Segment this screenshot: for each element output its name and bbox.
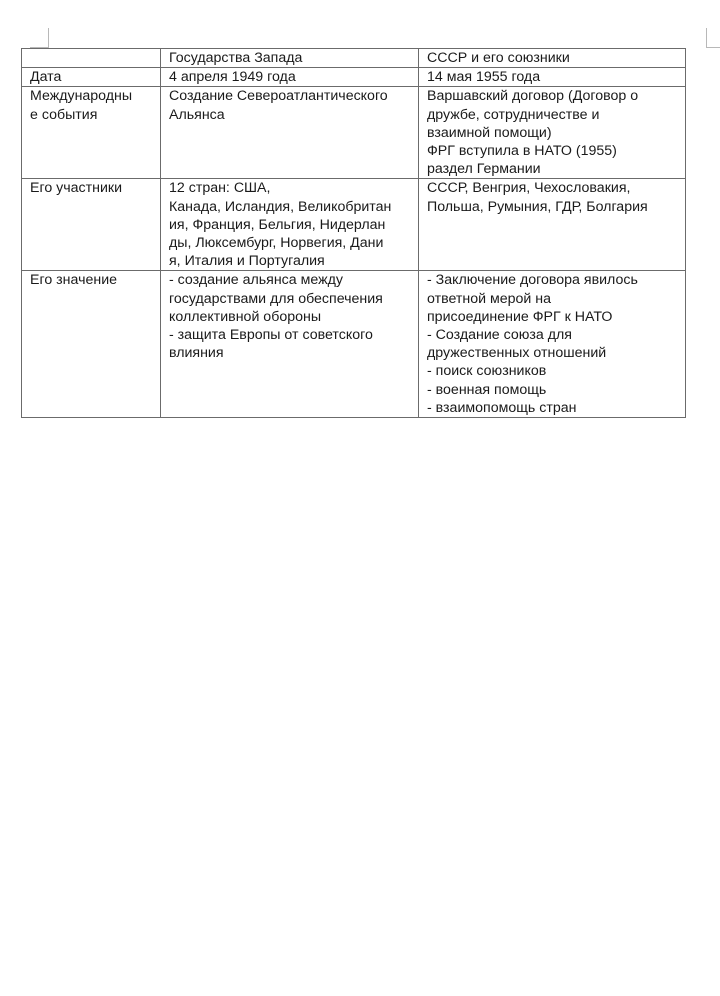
row-label: Его участники [22,179,161,271]
comparison-table [21,48,686,418]
cell-ussr: 14 мая 1955 года [419,68,686,87]
row-label: Международны е события [22,87,161,179]
row-label: Дата [22,68,161,87]
header-cell-empty [22,49,161,68]
cell-west: Создание Североатлантического Альянса [161,87,419,179]
header-cell-ussr: СССР и его союзники [419,49,686,68]
cell-west: 4 апреля 1949 года [161,68,419,87]
table-row-date [22,68,686,87]
table-row-meaning [22,271,686,418]
crop-mark-left [30,28,49,48]
table-row-members [22,179,686,271]
cell-west: - создание альянса между государствами для обеспечения коллективной обороны - защита Европы от советского влияния [161,271,419,418]
cell-ussr: - Заключение договора явилось ответной мерой на присоединение ФРГ к НАТО - Создание союза для дружественных отношений - поиск союзников - военная помощь - взаимопомощь стран [419,271,686,418]
cell-ussr: Варшавский договор (Договор о дружбе, сотрудничестве и взаимной помощи) ФРГ вступила в НАТО (1955) раздел Германии [419,87,686,179]
table-row-events [22,87,686,179]
row-label: Его значение [22,271,161,418]
cell-west: 12 стран: США, Канада, Исландия, Великобритан ия, Франция, Бельгия, Нидерлан ды, Люксембург, Норвегия, Дани я, Италия и Португалия [161,179,419,271]
crop-mark-right [706,28,720,48]
table-header-row [22,49,686,68]
header-cell-west: Государства Запада [161,49,419,68]
cell-ussr: СССР, Венгрия, Чехословакия, Польша, Румыния, ГДР, Болгария [419,179,686,271]
